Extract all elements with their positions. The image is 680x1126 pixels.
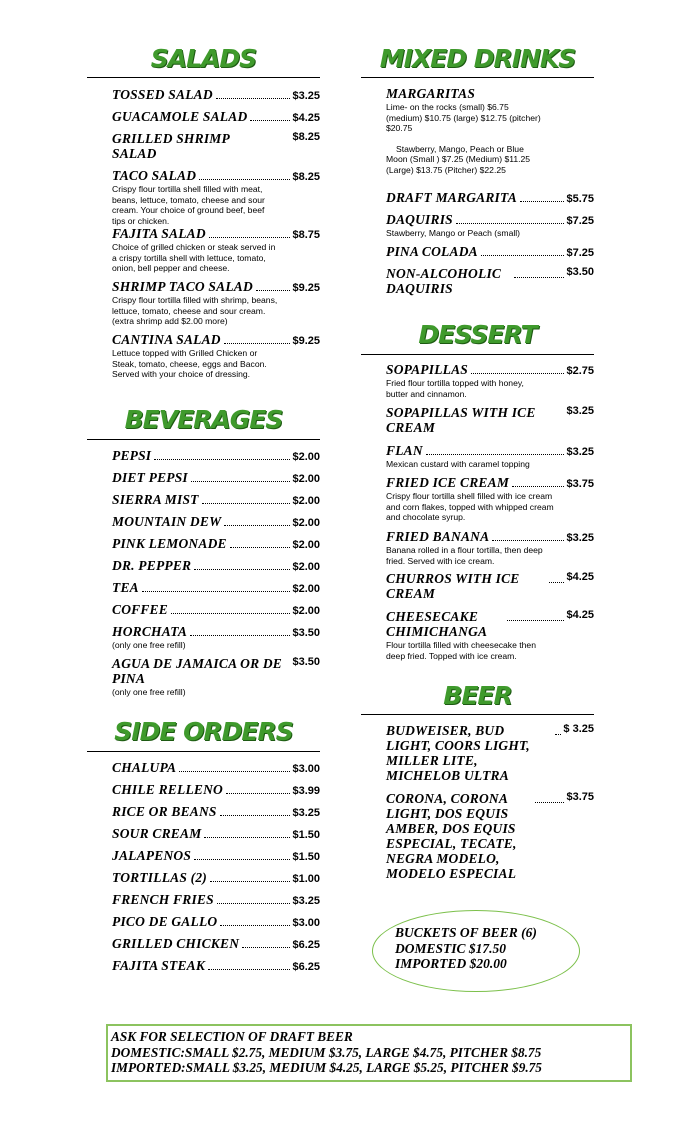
leader-dots [210,881,290,882]
item-price: $5.75 [566,193,594,205]
menu-item-horchata [112,624,320,656]
item-price: $8.25 [292,171,320,183]
item-price: $6.25 [292,961,320,973]
item-name: GUACAMOLE SALAD [112,109,248,124]
item-price: $2.00 [292,473,320,485]
item-price: $3.25 [292,90,320,102]
item-name: PINA COLADA [386,244,478,259]
salads-list [112,87,320,382]
buckets-imported: IMPORTED $20.00 [395,956,507,971]
item-price: $1.00 [292,873,320,885]
menu-item-fried-banana [386,529,594,571]
menu-item-fajita-salad [112,226,320,279]
item-description: (only one free refill) [112,687,186,697]
item-name: SOPAPILLAS [386,362,469,377]
menu-item-non-alcoholic-daquiris [386,266,594,300]
menu-item-churros-with-ice-cream [386,571,594,609]
menu-item-shrimp-taco-salad [112,279,320,332]
leader-dots [507,620,564,621]
item-price: $3.99 [292,785,320,797]
menu-item-fajita-steak [112,958,320,980]
item-name: NON-ALCOHOLIC DAQUIRIS [386,266,502,296]
item-name: DAQUIRIS [386,212,453,227]
beverages-heading: BEVERAGES [124,405,283,434]
margarita-flavor-line: Moon (Small ) $7.25 (Medium) $11.25 [386,154,531,165]
item-price: $2.00 [292,605,320,617]
leader-dots [154,459,290,460]
leader-dots [194,569,290,570]
item-description: Fried flour tortilla topped with honey, butter and cinnamon. [386,378,524,399]
leader-dots [209,237,291,238]
buckets-title: BUCKETS OF BEER (6) [395,925,537,940]
item-name: PICO DE GALLO [112,914,218,929]
item-name: PEPSI [112,448,152,463]
menu-item-taco-salad [112,168,320,226]
menu-item-mountain-dew [112,514,320,536]
item-name: GRILLED CHICKEN [112,936,240,951]
item-description: Choice of grilled chicken or steak served in a crispy tortilla shell with lettuce, tomato, onion, bell pepper and cheese. [112,242,276,274]
draft-beer-text [111,1029,542,1076]
item-price: $4.25 [566,571,594,583]
menu-item-chalupa [112,760,320,782]
item-name: SOUR CREAM [112,826,202,841]
leader-dots [199,179,290,180]
menu-item-guacamole-salad [112,109,320,131]
margarita-pricing-line: $20.75 [386,123,413,134]
item-name: FRENCH FRIES [112,892,214,907]
leader-dots [208,969,290,970]
item-name: TEA [112,580,139,595]
side-orders-list [112,760,320,980]
item-name: SHRIMP TACO SALAD [112,279,253,294]
leader-dots [220,815,291,816]
buckets-of-beer [395,925,537,972]
item-price: $3.25 [566,405,594,417]
leader-dots [224,343,291,344]
salads-rule [87,77,320,78]
item-description: Crispy flour tortilla shell filled with ice cream and corn flakes, topped with whipped cream and chocolate syrup. [386,491,554,523]
item-description: Flour tortilla filled with cheesecake then deep fried. Topped with ice cream. [386,640,536,661]
item-price: $8.25 [292,131,320,143]
menu-item-cheesecake-chimichanga [386,609,594,661]
leader-dots [179,771,290,772]
item-price: $3.25 [292,895,320,907]
menu-item-diet-pepsi [112,470,320,492]
item-name: CHURROS WITH ICE CREAM [386,571,520,601]
menu-item-coffee [112,602,320,624]
item-name: FRIED BANANA [386,529,490,544]
item-name: TACO SALAD [112,168,197,183]
menu-item-pina-colada [386,244,594,266]
item-name: MOUNTAIN DEW [112,514,222,529]
salads-heading: SALADS [150,44,257,73]
item-price: $2.75 [566,365,594,377]
mixed-drinks-rule [361,77,594,78]
leader-dots [224,525,290,526]
leader-dots [202,503,291,504]
menu-item-jalapenos [112,848,320,870]
menu-item-pink-lemonade [112,536,320,558]
menu-item-french-fries [112,892,320,914]
item-name: BUDWEISER, BUD LIGHT, COORS LIGHT, MILLER LITE, MICHELOB ULTRA [386,723,530,783]
beer-rule [361,714,594,715]
item-price: $3.25 [566,446,594,458]
leader-dots [250,120,290,121]
leader-dots [226,793,290,794]
item-price: $3.50 [292,627,320,639]
side-orders-rule [87,751,320,752]
item-price: $3.75 [566,791,594,803]
menu-item-cantina-salad [112,332,320,382]
item-price: $6.25 [292,939,320,951]
item-price: $7.25 [566,215,594,227]
item-price: $3.25 [566,532,594,544]
menu-item-tortillas [112,870,320,892]
menu-item-flan [386,443,594,475]
item-name: CHILE RELLENO [112,782,223,797]
item-price: $2.00 [292,583,320,595]
leader-dots [520,201,565,202]
dessert-rule [361,354,594,355]
beer-list [386,723,594,889]
leader-dots [142,591,291,592]
item-price: $9.25 [292,335,320,347]
item-description: (only one free refill) [112,640,186,650]
menu-item-pico-de-gallo [112,914,320,936]
leader-dots [190,635,290,636]
item-name: AGUA DE JAMAICA OR DE PINA [112,656,283,686]
item-price: $8.75 [292,229,320,241]
item-name: TOSSED SALAD [112,87,213,102]
leader-dots [204,837,290,838]
side-orders-heading: SIDE ORDERS [114,717,293,746]
menu-item-rice-or-beans [112,804,320,826]
draft-beer-imported: IMPORTED:SMALL $3.25, MEDIUM $4.25, LARGE $5.25, PITCHER $9.75 [111,1060,542,1075]
leader-dots [549,582,564,583]
dessert-heading: DESSERT [418,320,537,349]
item-name: COFFEE [112,602,168,617]
menu-item-margaritas [386,86,594,190]
item-name: HORCHATA [112,624,188,639]
leader-dots [171,613,290,614]
menu-item-daquiris [386,212,594,244]
item-price: $2.00 [292,561,320,573]
menu-item-grilled-chicken [112,936,320,958]
item-description: Crispy flour tortilla shell filled with meat, beans, lettuce, tomato, cheese and sour cream. Your choice of ground beef, beef tips or chicken. [112,184,265,226]
leader-dots [256,290,291,291]
item-price: $2.00 [292,451,320,463]
item-description: Banana rolled in a flour tortilla, then deep fried. Served with ice cream. [386,545,543,566]
dessert-list [386,362,594,661]
leader-dots [471,373,564,374]
item-price: $4.25 [292,112,320,124]
leader-dots [230,547,291,548]
menu-item-sopapillas [386,362,594,405]
mixed-drinks-heading: MIXED DRINKS [379,44,576,73]
menu-item-sour-cream [112,826,320,848]
leader-dots [217,903,291,904]
item-name: FRIED ICE CREAM [386,475,510,490]
menu-item-fried-ice-cream [386,475,594,529]
item-description: Mexican custard with caramel topping [386,459,530,469]
item-price: $4.25 [566,609,594,621]
buckets-domestic: DOMESTIC $17.50 [395,940,507,956]
beer-heading: BEER [443,681,512,710]
item-name: FLAN [386,443,423,458]
margarita-flavor-line: Stawberry, Mango, Peach or Blue [396,143,524,154]
item-price: $3.50 [566,266,594,278]
item-price: $2.00 [292,517,320,529]
item-price: $3.75 [566,478,594,490]
leader-dots [514,277,564,278]
item-name: FAJITA SALAD [112,226,206,241]
menu-item-chile-relleno [112,782,320,804]
leader-dots [492,540,564,541]
margarita-pricing-line: Lime- on the rocks (small) $6.75 [386,102,509,112]
menu-item-sierra-mist [112,492,320,514]
leader-dots [456,223,565,224]
leader-dots [216,98,291,99]
leader-dots [242,947,290,948]
item-description: Lettuce topped with Grilled Chicken or Steak, tomato, cheese, eggs and Bacon. Served with your choice of dressing. [112,348,267,380]
item-name: CHEESECAKE CHIMICHANGA [386,609,488,639]
item-price: $7.25 [566,247,594,259]
item-name: DRAFT MARGARITA [386,190,517,205]
item-name: DIET PEPSI [112,470,188,485]
leader-dots [220,925,290,926]
item-description: Stawberry, Mango or Peach (small) [386,228,521,238]
leader-dots [194,859,290,860]
mixed-drinks-list [386,86,594,300]
menu-item-domestic-beers [386,723,594,791]
draft-beer-domestic: DOMESTIC:SMALL $2.75, MEDIUM $3.75, LARGE $4.75, PITCHER $8.75 [111,1044,542,1060]
item-price: $1.50 [292,851,320,863]
item-name: FAJITA STEAK [112,958,206,973]
margarita-flavor-line: (Large) $13.75 (Pitcher) $22.25 [386,164,506,175]
item-name: GRILLED SHRIMP SALAD [112,131,230,161]
item-name: MARGARITAS [386,86,476,101]
item-price: $2.00 [292,495,320,507]
item-price: $3.50 [292,656,320,668]
item-name: PINK LEMONADE [112,536,227,551]
menu-item-agua-de-jamaica [112,656,320,702]
margarita-pricing-line: (medium) $10.75 (large) $12.75 (pitcher) [386,112,541,123]
beverages-list [112,448,320,702]
leader-dots [481,255,565,256]
leader-dots [555,734,561,735]
item-price: $3.00 [292,917,320,929]
menu-item-sopapillas-with-ice-cream [386,405,594,443]
beverages-rule [87,439,320,440]
menu-item-pepsi [112,448,320,470]
item-price: $3.25 [292,807,320,819]
leader-dots [512,486,564,487]
leader-dots [191,481,291,482]
item-name: JALAPENOS [112,848,192,863]
menu-item-tea [112,580,320,602]
menu-item-grilled-shrimp-salad [112,131,320,168]
item-price: $9.25 [292,282,320,294]
item-name: DR. PEPPER [112,558,192,573]
draft-beer-title: ASK FOR SELECTION OF DRAFT BEER [111,1029,353,1044]
item-price: $2.00 [292,539,320,551]
item-description: Crispy flour tortilla filled with shrimp, beans, lettuce, tomato, cheese and sour cream. (extra shrimp add $2.00 more) [112,295,278,327]
item-name: CORONA, CORONA LIGHT, DOS EQUIS AMBER, DOS EQUIS ESPECIAL, TECATE, NEGRA MODELO, MODELO ESPECIAL [386,791,517,881]
leader-dots [426,454,565,455]
item-price: $3.00 [292,763,320,775]
item-name: CANTINA SALAD [112,332,221,347]
menu-item-dr-pepper [112,558,320,580]
item-name: SIERRA MIST [112,492,199,507]
menu-item-draft-margarita [386,190,594,212]
item-name: CHALUPA [112,760,177,775]
leader-dots [535,802,564,803]
item-name: SOPAPILLAS WITH ICE CREAM [386,405,536,435]
menu-item-imported-beers [386,791,594,889]
item-name: RICE OR BEANS [112,804,217,819]
menu-item-tossed-salad [112,87,320,109]
item-name: TORTILLAS (2) [112,870,207,885]
item-price: $ 3.25 [563,723,594,735]
item-price: $1.50 [292,829,320,841]
